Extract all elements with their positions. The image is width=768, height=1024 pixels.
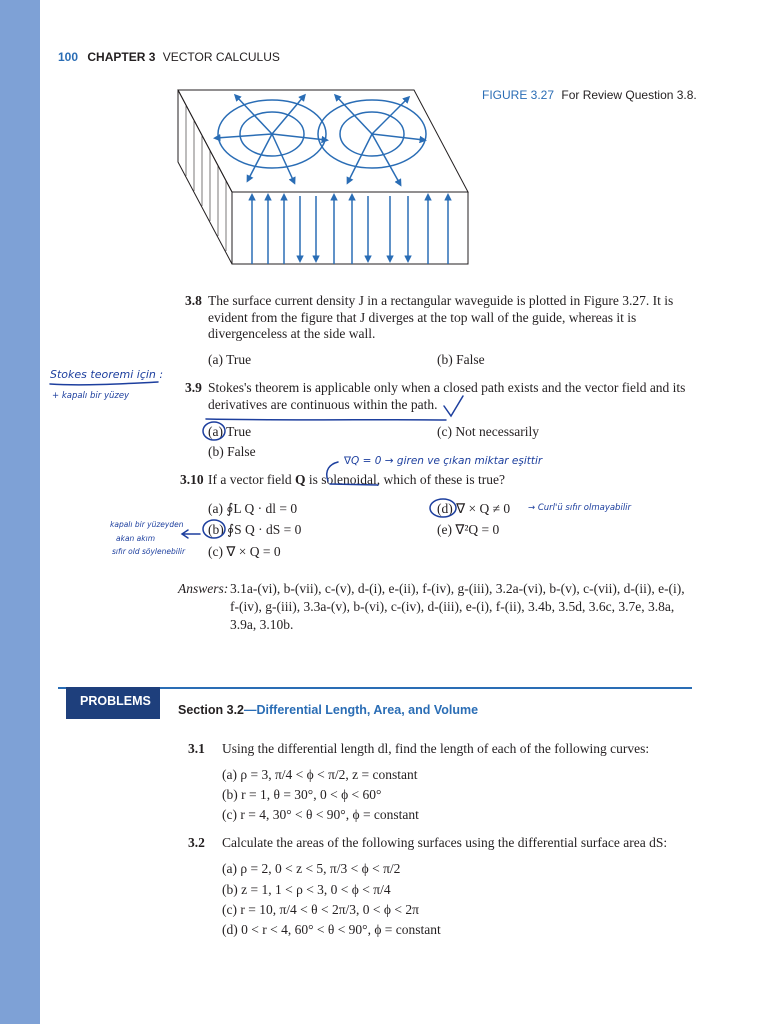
q3-8-number: 3.8 (185, 293, 202, 308)
running-header (58, 50, 280, 64)
section-number: Section 3.2 (178, 703, 244, 717)
q3-10-option-c: (c) ∇ × Q = 0 (208, 544, 281, 559)
handwritten-margin-note-2: + kapalı bir yüzey (52, 391, 130, 401)
page-number: 100 (58, 50, 79, 64)
p3-1-b: (b) r = 1, θ = 30°, 0 < ϕ < 60° (222, 787, 382, 802)
handwritten-left-note-1: kapalı bir yüzeyden (110, 520, 184, 529)
p3-2-a: (a) ρ = 2, 0 < z < 5, π/3 < ϕ < π/2 (222, 861, 401, 876)
waveguide-box (178, 90, 468, 264)
problems-tab: PROBLEMS (66, 687, 160, 719)
handwritten-left-note-3: sıfır old söylenebilir (112, 547, 186, 556)
answers-line-3: 3.9a, 3.10b. (230, 617, 294, 632)
side-wall-hatch (186, 106, 226, 251)
p3-2-d: (d) 0 < r < 4, 60° < θ < 90°, ϕ = constant (222, 922, 441, 937)
handwritten-left-note-2: akan akım (116, 534, 156, 543)
figure-label: FIGURE 3.27 (482, 88, 555, 102)
q3-8-option-b: (b) False (437, 352, 485, 367)
waveguide-figure (176, 88, 472, 266)
q3-9-text: Stokes's theorem is applicable only when a closed path exists and the vector field and its derivatives are continuous within the path. (208, 380, 686, 412)
answers-line-2: f-(iv), g-(iii), 3.3a-(v), b-(vi), c-(iv), d-(iii), e-(i), f-(ii), 3.4b, 3.5d, 3.6c, 3.7e, 3.8a, (230, 599, 675, 614)
q3-8-option-a: (a) True (208, 352, 252, 367)
section-name: Differential Length, Area, and Volume (256, 703, 479, 717)
figure-caption (482, 88, 697, 102)
current-lines-top (216, 96, 426, 184)
q3-9-underline (206, 419, 446, 420)
q3-9-number: 3.9 (185, 380, 202, 395)
handwritten-curl-note: → Curl'ü sıfır olmayabilir (528, 503, 632, 513)
p3-2-text: Calculate the areas of the following surfaces using the differential surface area dS: (222, 835, 668, 850)
q3-10-option-b: (b) ∮S Q · dS = 0 (208, 522, 302, 537)
p3-2-c: (c) r = 10, π/4 < θ < 2π/3, 0 < ϕ < 2π (222, 902, 419, 917)
margin-underline (50, 382, 158, 385)
p3-2-number: 3.2 (188, 835, 205, 850)
q3-10-option-e: (e) ∇²Q = 0 (437, 522, 500, 537)
q3-10-number: 3.10 (180, 472, 204, 487)
q3-9-option-a: (a) True (208, 424, 252, 439)
p3-2-b: (b) z = 1, 1 < ρ < 3, 0 < ϕ < π/4 (222, 882, 391, 897)
q3-9-option-b: (b) False (208, 444, 256, 459)
handwritten-margin-note-1: Stokes teoremi için : (50, 368, 164, 381)
p3-1-c: (c) r = 4, 30° < θ < 90°, ϕ = constant (222, 807, 419, 822)
p3-1-a: (a) ρ = 3, π/4 < ϕ < π/2, z = constant (222, 767, 418, 782)
figure-caption-text: For Review Question 3.8. (561, 88, 697, 102)
chapter-label: CHAPTER 3 (87, 50, 156, 64)
handwritten-divergence-note: ∇Q = 0 → giren ve çıkan miktar eşittir (344, 455, 543, 467)
q3-10-option-a: (a) ∮L Q · dl = 0 (208, 501, 298, 516)
chapter-title: VECTOR CALCULUS (162, 50, 280, 64)
solenoidal-word: solenoidal (321, 472, 377, 487)
p3-1-number: 3.1 (188, 741, 205, 756)
q3-8-text: The surface current density J in a rectangular waveguide is plotted in Figure 3.27. It is evident from the figure that J diverges at the top wall of the guide, whereas it is divergenceless at the side wall. (208, 293, 674, 341)
answers-line-1: 3.1a-(vi), b-(vii), c-(v), d-(i), e-(ii), f-(iv), g-(iii), 3.2a-(vi), b-(v), c-(vii), d-(ii), e-(i), (230, 581, 685, 596)
left-color-band (0, 0, 40, 1024)
left-note-arrow (182, 530, 200, 538)
q3-10-option-d: (d) ∇ × Q ≠ 0 (437, 501, 511, 516)
q3-10-text: If a vector field Q is solenoidal, which of these is true? (208, 472, 505, 487)
p3-1-text: Using the differential length dl, find the length of each of the following curves: (222, 741, 650, 756)
current-lines-side (252, 196, 448, 264)
section-title: Section 3.2—Differential Length, Area, and Volume (178, 703, 479, 717)
answers-label: Answers: (178, 581, 229, 596)
q3-9-option-c: (c) Not necessarily (437, 424, 539, 439)
